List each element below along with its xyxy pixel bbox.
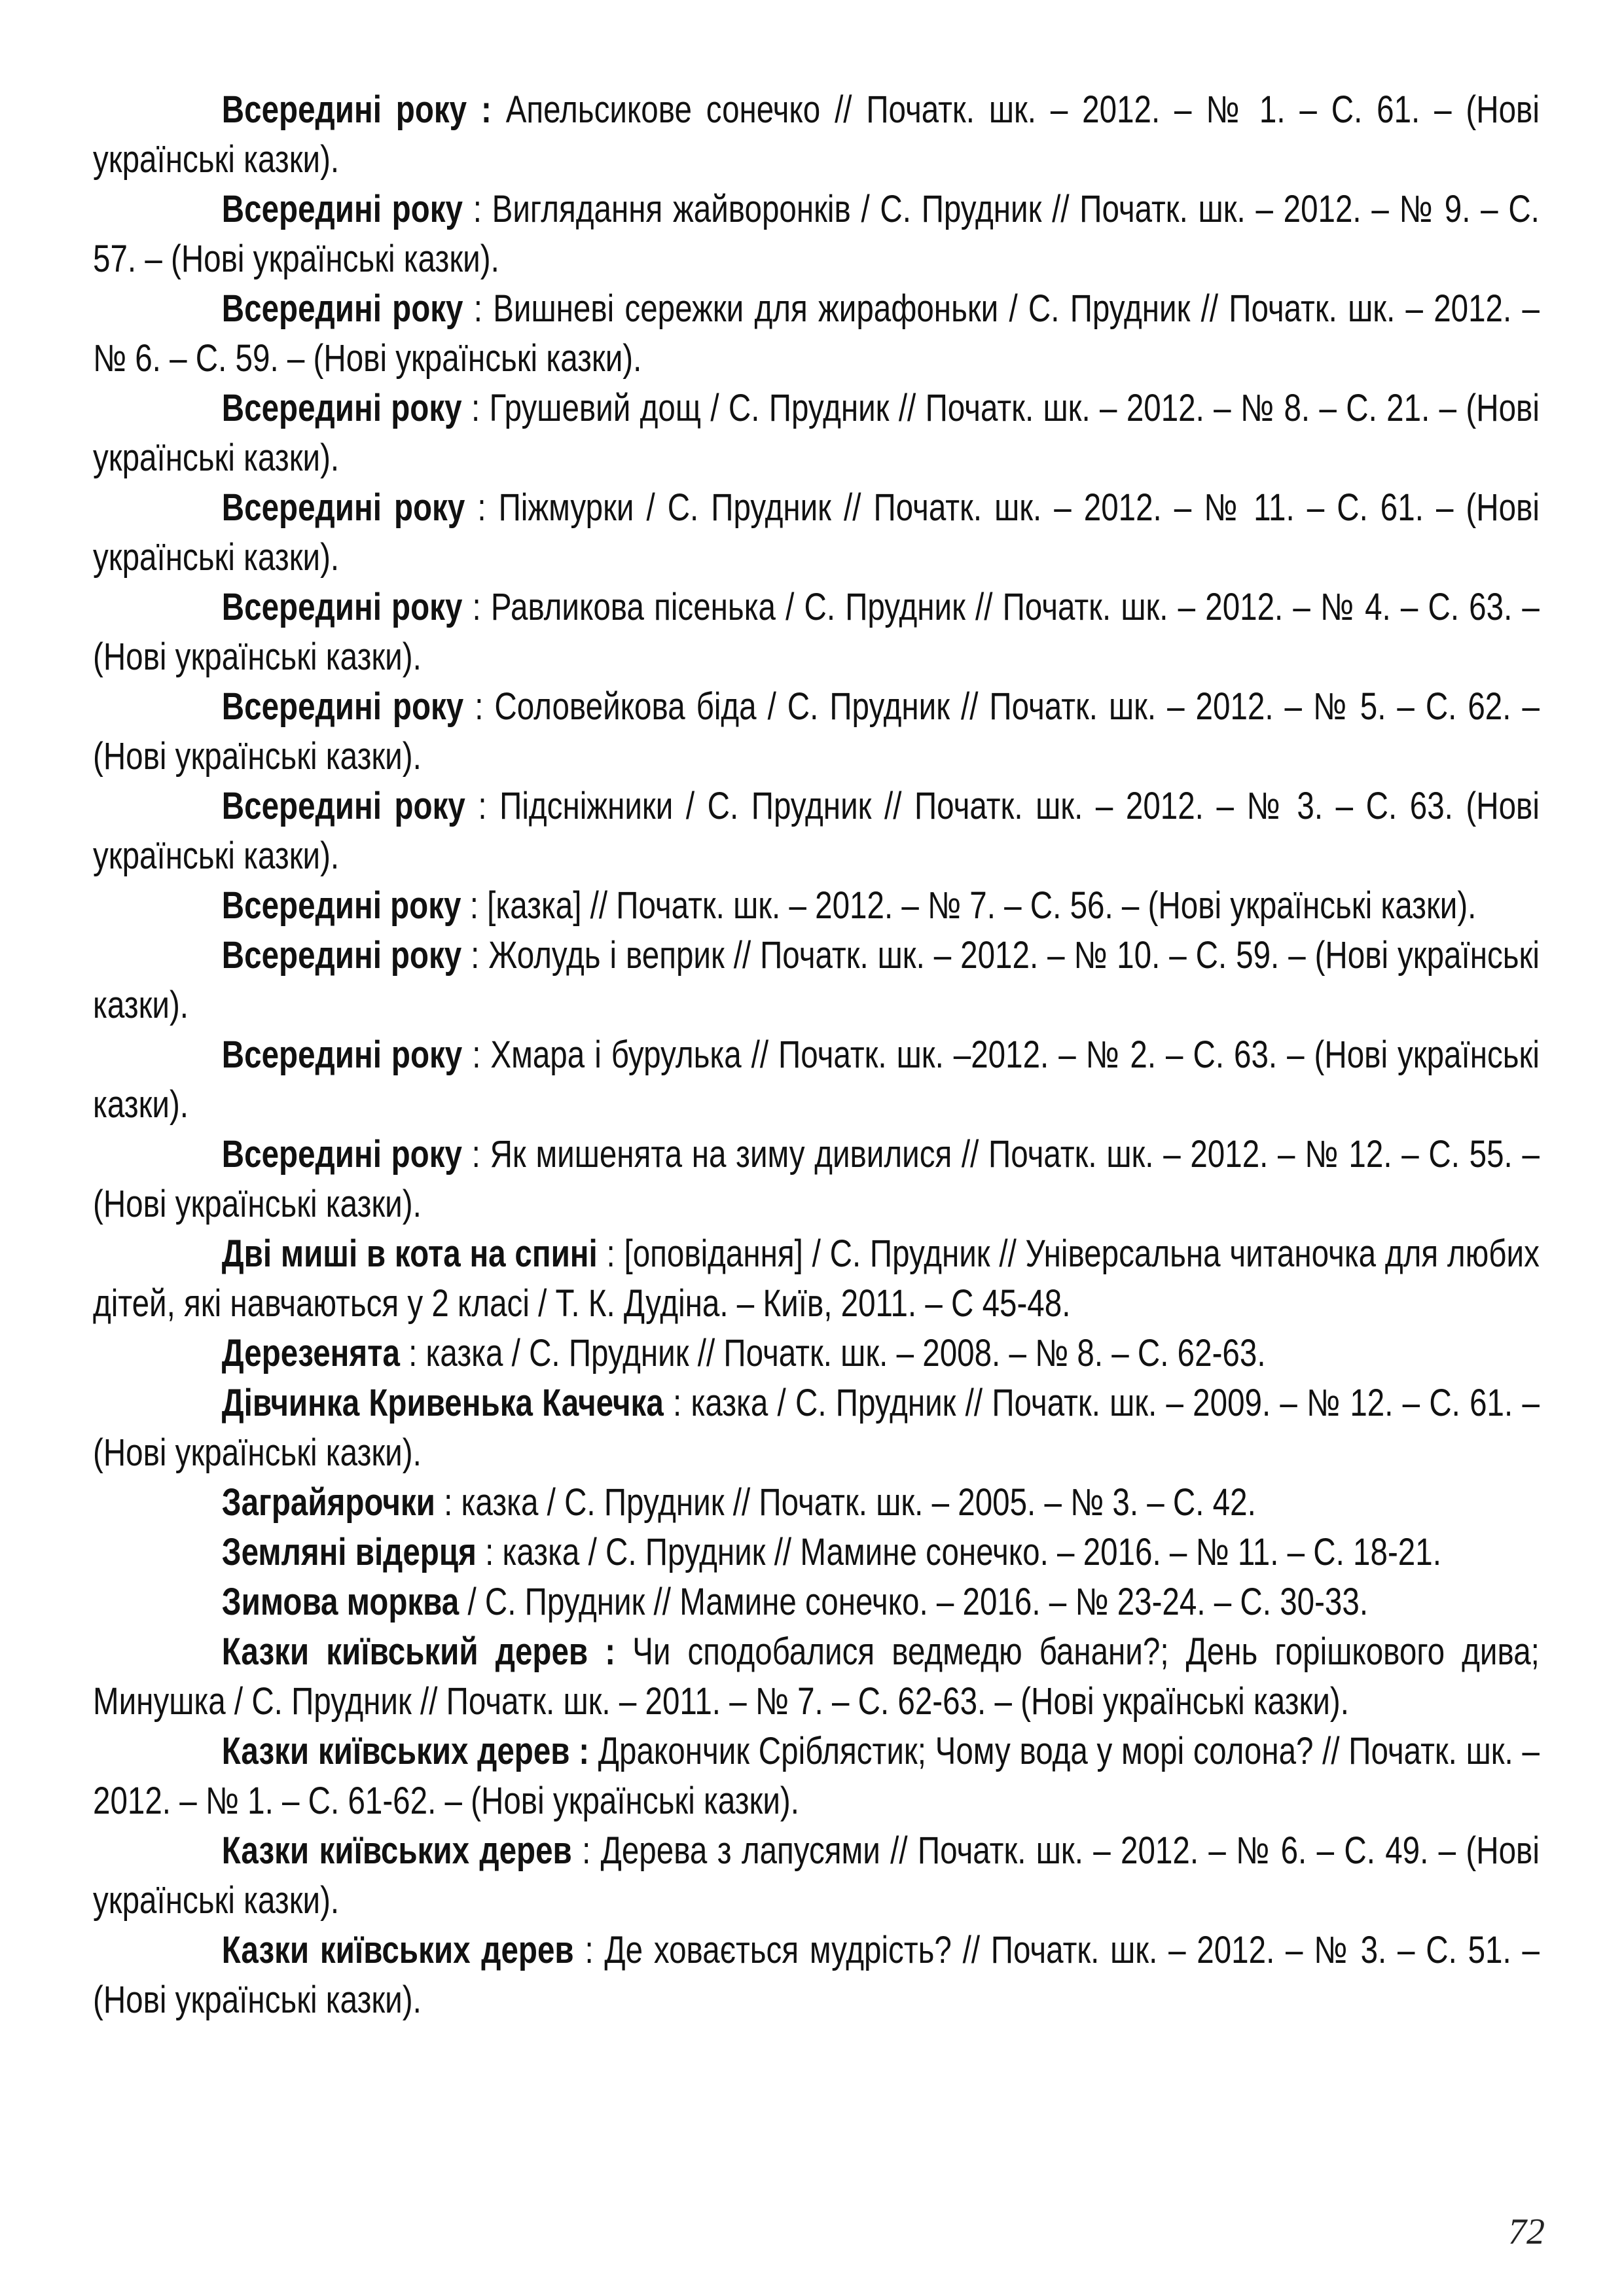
- entry-description: Апельсикове сонечко // Початк. шк. – 2012. – № 1. – С. 61. – (Нові українські казки).: [93, 88, 1540, 181]
- bibliography-entry: [93, 1478, 1540, 1528]
- bibliography-entry: [93, 85, 1540, 185]
- entry-description: Чи сподобалися ведмедю банани?; День горішкового дива; Минушка / С. Прудник // Початк. шк. – 2011. – № 7. – С. 62-63. – (Нові українські казки).: [93, 1630, 1540, 1723]
- entry-title: Всередині року: [221, 1133, 462, 1175]
- bibliography-entry: [93, 781, 1540, 881]
- entry-title: Дерезенята: [221, 1332, 400, 1374]
- entry-title: Всередині року: [221, 934, 462, 977]
- bibliography-entry: [93, 1926, 1540, 2025]
- entry-title: Всередині року: [221, 586, 463, 628]
- page-number: 72: [1508, 2212, 1545, 2252]
- bibliography-entry: [93, 1030, 1540, 1130]
- entry-title: Дівчинка Кривенька Качечка: [221, 1382, 664, 1424]
- entry-title: Зимова морква: [221, 1581, 460, 1623]
- entry-description: : Равликова пісенька / С. Прудник // Початк. шк. – 2012. – № 4. – С. 63. – (Нові українські казки).: [93, 586, 1540, 678]
- entry-description: : казка / С. Прудник // Початк. шк. – 2005. – № 3. – С. 42.: [435, 1481, 1256, 1524]
- bibliography-entry: [93, 1826, 1540, 1926]
- entry-title: Всередині року: [221, 685, 464, 728]
- entry-description: : казка / С. Прудник // Початк. шк. – 2009. – № 12. – С. 61. – (Нові українські казки).: [93, 1382, 1540, 1474]
- entry-description: : казка / С. Прудник // Мамине сонечко. – 2016. – № 11. – С. 18-21.: [476, 1531, 1441, 1573]
- entry-description: : Соловейкова біда / С. Прудник // Початк. шк. – 2012. – № 5. – С. 62. – (Нові українські казки).: [93, 685, 1540, 778]
- entry-description: : Виглядання жайворонків / С. Прудник // Початк. шк. – 2012. – № 9. – С. 57. – (Нові українські казки).: [93, 188, 1540, 280]
- entry-title: Казки київських дерев :: [221, 1730, 590, 1772]
- entry-description: Дракончик Сріблястик; Чому вода у морі солона? // Початк. шк. – 2012. – № 1. – С. 61-62. – (Нові українські казки).: [93, 1730, 1540, 1822]
- entry-description: : Дерева з лапусями // Початк. шк. – 2012. – № 6. – С. 49. – (Нові українські казки).: [93, 1829, 1540, 1922]
- bibliography-entry: [93, 1627, 1540, 1727]
- entry-description: : Де ховається мудрість? // Початк. шк. – 2012. – № 3. – С. 51. – (Нові українські казки).: [93, 1929, 1540, 2021]
- entry-description: : Вишневі сережки для жирафоньки / С. Прудник // Початк. шк. – 2012. – № 6. – С. 59. – (Нові українські казки).: [93, 287, 1540, 380]
- entry-title: Всередині року: [221, 486, 465, 529]
- bibliography-entry: [93, 1329, 1540, 1378]
- entry-title: Казки київський дерев :: [221, 1630, 616, 1673]
- entry-title: Всередині року: [221, 1033, 463, 1076]
- bibliography-entry: [93, 1130, 1540, 1229]
- entry-description: : Грушевий дощ / С. Прудник // Початк. шк. – 2012. – № 8. – С. 21. – (Нові українські казки).: [93, 387, 1540, 479]
- bibliography-list: [93, 85, 1540, 2025]
- entry-description: : казка / С. Прудник // Початк. шк. – 2008. – № 8. – С. 62-63.: [399, 1332, 1266, 1374]
- entry-description: : [казка] // Початк. шк. – 2012. – № 7. – С. 56. – (Нові українські казки).: [461, 884, 1477, 927]
- entry-title: Казки київських дерев: [221, 1829, 572, 1872]
- bibliography-entry: [93, 284, 1540, 384]
- bibliography-entry: [93, 483, 1540, 583]
- bibliography-entry: [93, 1727, 1540, 1826]
- bibliography-entry: [93, 1229, 1540, 1329]
- bibliography-entry: [93, 1577, 1540, 1627]
- entry-description: : Як мишенята на зиму дивилися // Початк. шк. – 2012. – № 12. – С. 55. – (Нові українські казки).: [93, 1133, 1540, 1225]
- entry-title: Всередині року: [221, 387, 462, 429]
- entry-title: Земляні відерця: [221, 1531, 477, 1573]
- bibliography-entry: [93, 1378, 1540, 1478]
- bibliography-entry: [93, 881, 1540, 931]
- entry-title: Дві миші в кота на спині: [221, 1232, 598, 1275]
- bibliography-entry: [93, 185, 1540, 284]
- entry-description: : [оповідання] / С. Прудник // Універсальна читаночка для любих дітей, які навчаються у 2 класі / Т. К. Дудіна. – Київ, 2011. – С 45-48.: [93, 1232, 1540, 1325]
- entry-title: Всередині року: [221, 188, 463, 230]
- entry-description: : Піжмурки / С. Прудник // Початк. шк. – 2012. – № 11. – С. 61. – (Нові українські казки).: [93, 486, 1540, 579]
- bibliography-entry: [93, 384, 1540, 483]
- entry-title: Казки київських дерев: [221, 1929, 574, 1971]
- entry-title: Всередині року: [221, 287, 463, 330]
- bibliography-entry: [93, 682, 1540, 781]
- entry-title: Всередині року: [221, 884, 461, 927]
- entry-description: : Хмара і бурулька // Початк. шк. –2012. – № 2. – С. 63. – (Нові українські казки).: [93, 1033, 1540, 1126]
- entry-description: : Жолудь і веприк // Початк. шк. – 2012. – № 10. – С. 59. – (Нові українські казки).: [93, 934, 1540, 1026]
- entry-description: / С. Прудник // Мамине сонечко. – 2016. – № 23-24. – С. 30-33.: [459, 1581, 1369, 1623]
- bibliography-entry: [93, 1528, 1540, 1577]
- entry-description: : Підсніжники / С. Прудник // Початк. шк. – 2012. – № 3. – С. 63. (Нові українські казки).: [93, 785, 1540, 877]
- bibliography-entry: [93, 583, 1540, 682]
- entry-title: Заграйярочки: [221, 1481, 435, 1524]
- entry-title: Всередині року: [221, 785, 465, 827]
- bibliography-entry: [93, 931, 1540, 1030]
- entry-title: Всередині року :: [221, 88, 492, 131]
